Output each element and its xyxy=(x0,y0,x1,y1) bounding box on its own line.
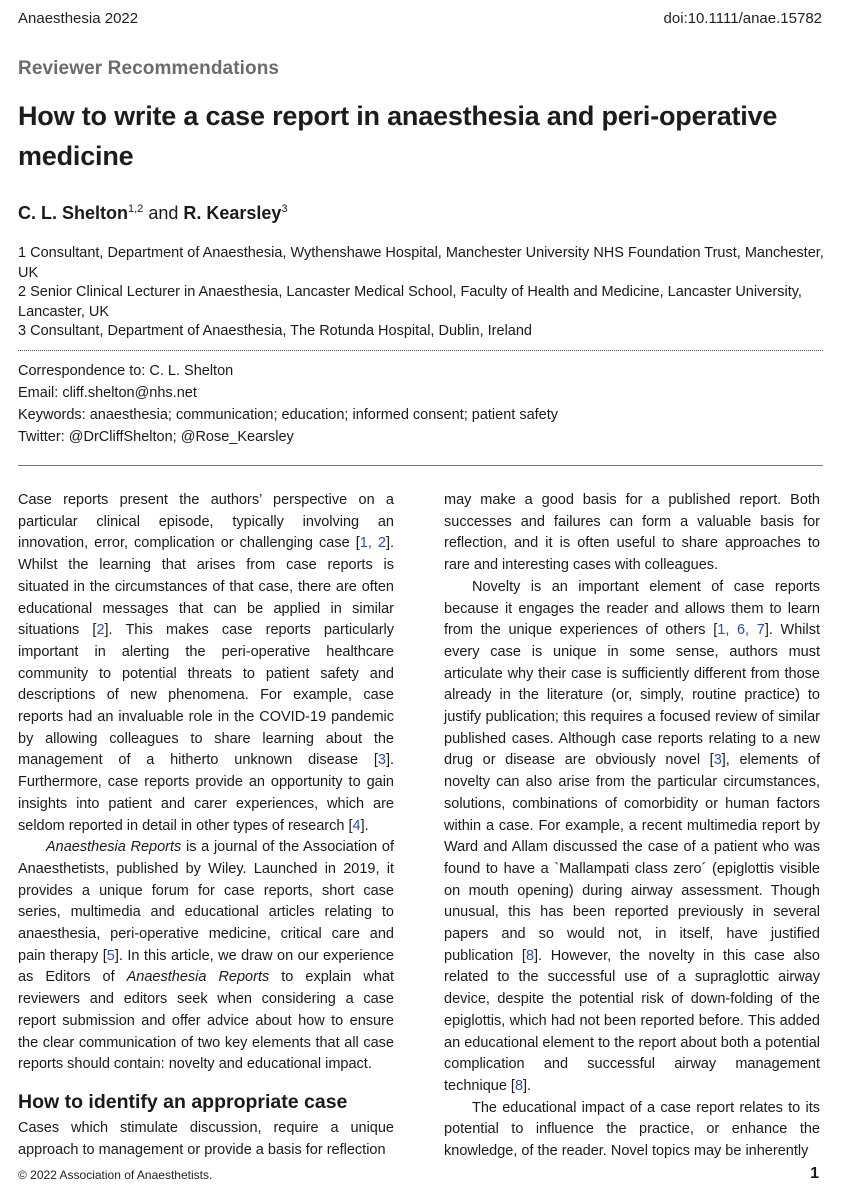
paragraph: Cases which stimulate discussion, require a unique approach to management or provide a basis for reflection xyxy=(18,1119,394,1158)
citation-link[interactable]: 8 xyxy=(514,1077,524,1094)
twitter[interactable]: Twitter: @DrCliffShelton; @Rose_Kearsley xyxy=(18,429,294,445)
citation-link[interactable]: 3 xyxy=(713,752,722,769)
affiliation: 2 Senior Clinical Lecturer in Anaesthesia, Lancaster Medical School, Faculty of Health and Medicine, Lancaster University, Lancaster, UK xyxy=(18,284,802,320)
page-number: 1 xyxy=(810,1165,819,1182)
affiliation: 3 Consultant, Department of Anaesthesia, The Rotunda Hospital, Dublin, Ireland xyxy=(18,323,532,339)
dotted-divider xyxy=(18,350,823,351)
copyright: © 2022 Association of Anaesthetists. xyxy=(18,1168,213,1182)
affiliation: 1 Consultant, Department of Anaesthesia, Wythenshawe Hospital, Manchester University NHS Foundation Trust, Manchester, UK xyxy=(18,245,824,281)
email[interactable]: Email: cliff.shelton@nhs.net xyxy=(18,385,197,401)
author-affiliation-sup: 3 xyxy=(281,203,288,215)
citation-link[interactable]: 8 xyxy=(525,947,535,964)
header-divider xyxy=(18,465,823,466)
paragraph xyxy=(444,577,820,1098)
text: ]. This makes case reports particularly important in alerting the peri-operative healthcare community to potential threats to patient safety and descriptions of new phenomena. For example, case reports had an invaluable role in the COVID-19 pandemic by allowing colleagues to share learning about the management of a hitherto unknown disease [ xyxy=(18,622,394,769)
paragraph: The educational impact of a case report relates to its potential to influence the practice, or enhance the knowledge, of the reader. Novel topics may be inherently xyxy=(444,1099,820,1160)
section-heading: How to identify an appropriate case xyxy=(18,1090,348,1113)
text: ], elements of novelty can also arise from the particular circumstances, solutions, combinations of comorbidity or human factors within a case. For example, a recent multimedia report by Ward and Allam discussed the case of a patient who was found to have a `Mallampati class zero´ (epiglottis visible on mouth opening) during airway assessment. Though unusual, this has been reported previously in several papers and so would not, in itself, have justified publication [ xyxy=(444,752,820,964)
keywords: Keywords: anaesthesia; communication; education; informed consent; patient safety xyxy=(18,407,559,423)
right-column xyxy=(444,490,820,1163)
citation-link[interactable]: 1, 6, 7 xyxy=(717,622,765,639)
author-line xyxy=(18,203,288,224)
author-affiliation-sup: 1,2 xyxy=(128,203,144,215)
section-label: Reviewer Recommendations xyxy=(18,58,280,79)
citation-link[interactable]: 5 xyxy=(106,947,115,964)
text: ]. In this article, we draw on our experience as Editors of xyxy=(18,947,394,986)
citation-link[interactable]: 1, 2 xyxy=(359,535,386,552)
left-column xyxy=(18,490,394,1161)
author-name: C. L. Shelton xyxy=(18,203,128,223)
paragraph: may make a good basis for a published report. Both successes and failures can form a valuable basis for reflection, and it is often useful to share approaches to rare and interesting cases with colleagues. xyxy=(444,492,820,574)
text: ]. xyxy=(360,817,369,834)
author-name: R. Kearsley xyxy=(183,203,282,223)
text: ]. Whilst every case is unique in some sense, authors must articulate why their case is sufficiently different from those already in the literature (or, simply, routine practice) to justify publication; this requires a focused review of similar published cases. Although case reports relating to a new drug or disease are obviously novel [ xyxy=(444,622,820,769)
text: ]. Whilst the learning that arises from case reports is situated in the circumstances of that case, there are often educational messages that can be applied in similar situations [ xyxy=(18,535,395,639)
author-conjunction: and xyxy=(148,203,179,223)
text: to explain what reviewers and editors seek when considering a case report submission and offer advice about how to ensure the clear communication of two key elements that all case reports should contain: novelty and educational impact. xyxy=(18,969,394,1073)
text: ]. However, the novelty in this case also related to the successful use of a supraglottic airway device, despite the potential risk of down-folding of the epiglottis, which had not been reported before. This added an educational element to the report about both a potential complication and successful airway management technique [ xyxy=(444,947,820,1094)
text: Case reports present the authors’ perspective on a particular clinical episode, typically involving an innovation, error, complication or challenging case [ xyxy=(18,492,394,552)
paragraph xyxy=(18,837,394,1076)
text: ]. xyxy=(523,1077,532,1094)
text: ]. Furthermore, case reports provide an opportunity to gain insights into patient and carer experiences, which are seldom reported in detail in other types of research [ xyxy=(18,752,394,834)
affiliations xyxy=(18,244,828,342)
article-meta xyxy=(18,360,558,448)
citation-link[interactable]: 2 xyxy=(96,622,105,639)
journal-italic: Anaesthesia Reports xyxy=(46,839,182,856)
correspondence: Correspondence to: C. L. Shelton xyxy=(18,363,234,379)
journal-name: Anaesthesia 2022 xyxy=(18,10,139,27)
text: is a journal of the Association of Anaesthetists, published by Wiley. Launched in 2019, it provides a unique forum for case reports, short case series, multimedia and educational articles relating to anaesthesia, peri-operative medicine, critical care and pain therapy [ xyxy=(18,839,394,964)
citation-link[interactable]: 3 xyxy=(377,752,386,769)
article-title: How to write a case report in anaesthesia and peri-operative medicine xyxy=(18,101,778,171)
journal-italic: Anaesthesia Reports xyxy=(126,969,270,986)
paragraph xyxy=(18,490,394,837)
citation-link[interactable]: 4 xyxy=(352,817,361,834)
text: Novelty is an important element of case reports because it engages the reader and allows them to learn from the unique experiences of others [ xyxy=(444,578,820,639)
doi-link[interactable]: doi:10.1111/anae.15782 xyxy=(663,10,822,27)
